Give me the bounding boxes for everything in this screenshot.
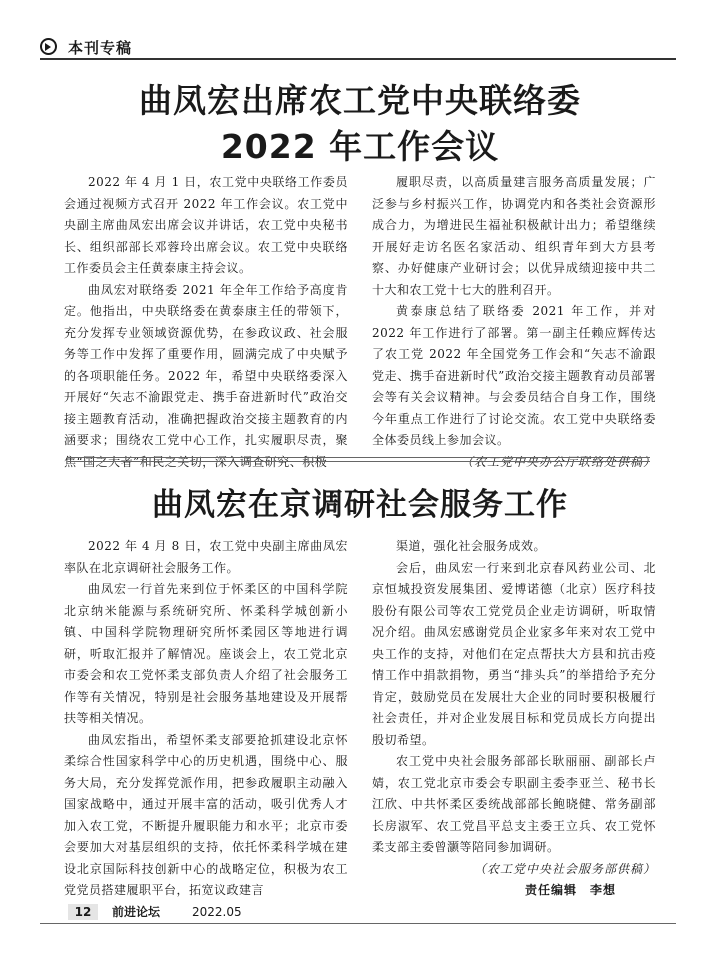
article1-right-column xyxy=(372,172,656,473)
paragraph: 黄泰康总结了联络委 2021 年工作，并对 2022 年工作进行了部署。第一副主任赖应辉传达了农工党 2022 年全国党务工作会和“矢志不渝跟党走、携手奋进新时代”政治交接主题教育动员部署会等有关会议精神。与会委员结合自身工作，围绕今年重点工作进行了讨论交流。农工党中央联络委全体委员线上参加会议。 xyxy=(372,304,656,447)
paragraph: 农工党中央社会服务部部长耿丽丽、副部长卢婧，农工党北京市委会专职副主委李亚兰、秘书长江欣、中共怀柔区委统战部部长鲍晓健、常务副部长房淑军、农工党昌平总支主委王立兵、农工党怀柔支部主委曾灏等陪同参加调研。 xyxy=(372,754,656,854)
issue-number: 2022.05 xyxy=(192,905,242,919)
article1-left-column xyxy=(64,172,348,473)
article1-title xyxy=(40,78,680,170)
paragraph: 曲凤宏一行首先来到位于怀柔区的中国科学院北京纳米能源与系统研究所、怀柔科学城创新小镇、中国科学院物理研究所怀柔园区等地进行调研，听取汇报并了解情况。座谈会上，农工党北京市委会和农工党怀柔支部负责人介绍了社会服务工作等有关情况，特别是社会服务基地建设及开展帮扶等相关情况。 xyxy=(64,582,348,725)
paragraph: 渠道，强化社会服务成效。 xyxy=(396,539,547,553)
section-label: 本刊专稿 xyxy=(68,39,133,57)
paragraph: 2022 年 4 月 8 日，农工党中央副主席曲凤宏率队在北京调研社会服务工作。 xyxy=(64,539,348,575)
article2-title: 曲凤宏在京调研社会服务工作 xyxy=(152,487,568,523)
article2-right-column xyxy=(372,536,656,902)
article2-source: （农工党中央社会服务部供稿） xyxy=(473,861,656,876)
article1-title-line2: 2022 年工作会议 xyxy=(220,127,500,166)
article1-title-line1: 曲凤宏出席农工党中央联络委 xyxy=(139,81,581,120)
page-number: 12 xyxy=(68,904,98,920)
paragraph: 曲凤宏对联络委 2021 年全年工作给予高度肯定。他指出，中央联络委在黄泰康主任的带领下，充分发挥专业领域资源优势，在参政议政、社会服务等工作中发挥了重要作用，圆满完成了中央赋予的各项职能任务。2022 年，希望中央联络委深入开展好“矢志不渝跟党走、携手奋进新时代”政治交接主题教育活动，准确把握政治交接主题教育的内涵要求；围绕农工党中心工作，扎实履职尽责，聚焦“国之大者”和民之关切，深入调查研究、积极 xyxy=(64,282,348,469)
paragraph: 会后，曲凤宏一行来到北京春风药业公司、北京恒城投资发展集团、爱博诺德（北京）医疗科技股份有限公司等农工党党员企业走访调研，听取情况介绍。曲凤宏感谢党员企业家多年来对农工党中央工作的支持，对他们在定点帮扶大方县和抗击疫情工作中捐款捐物，勇当“排头兵”的举措给予充分肯定，鼓励党员在发展壮大企业的同时要积极履行社会责任，并对企业发展目标和党员成长方向提出殷切希望。 xyxy=(372,560,656,747)
paragraph: 2022 年 4 月 1 日，农工党中央联络工作委员会通过视频方式召开 2022 年工作会议。农工党中央副主席曲凤宏出席会议并讲话，农工党中央秘书长、组织部部长邓蓉玲出席会议。农工党中央联络工作委员会主任黄泰康主持会议。 xyxy=(64,175,348,275)
article2-left-column xyxy=(64,536,348,902)
article1-source: （农工党中央办公厅联络处供稿） xyxy=(460,454,656,469)
paragraph: 曲凤宏指出，希望怀柔支部要抢抓建设北京怀柔综合性国家科学中心的历史机遇，围绕中心、服务大局，充分发挥党派作用，把参政履职主动融入国家战略中，通过开展丰富的活动，吸引优秀人才加入农工党，不断提升履职能力和水平；北京市委会要加大对基层组织的支持，依托怀柔科学城在建设北京国际科技创新中心的战略定位，积极为农工党党员搭建履职平台，拓宽议政建言 xyxy=(64,732,348,897)
arrow-circle-icon xyxy=(40,38,57,55)
header-rule xyxy=(40,58,676,60)
article-divider xyxy=(68,457,650,462)
page-footer xyxy=(40,898,676,924)
paragraph: 履职尽责，以高质量建言服务高质量发展；广泛参与乡村振兴工作，协调党内和各类社会资源形成合力，为增进民生福祉积极献计出力；希望继续开展好走访名医名家活动、组织青年到大方县考察、办好健康产业研讨会；以优异成绩迎接中共二十大和农工党十七大的胜利召开。 xyxy=(372,175,656,297)
footer-rule xyxy=(40,923,676,924)
section-header xyxy=(40,36,676,60)
article2-editor: 责任编辑 李想 xyxy=(524,883,616,897)
magazine-name: 前进论坛 xyxy=(112,905,161,919)
